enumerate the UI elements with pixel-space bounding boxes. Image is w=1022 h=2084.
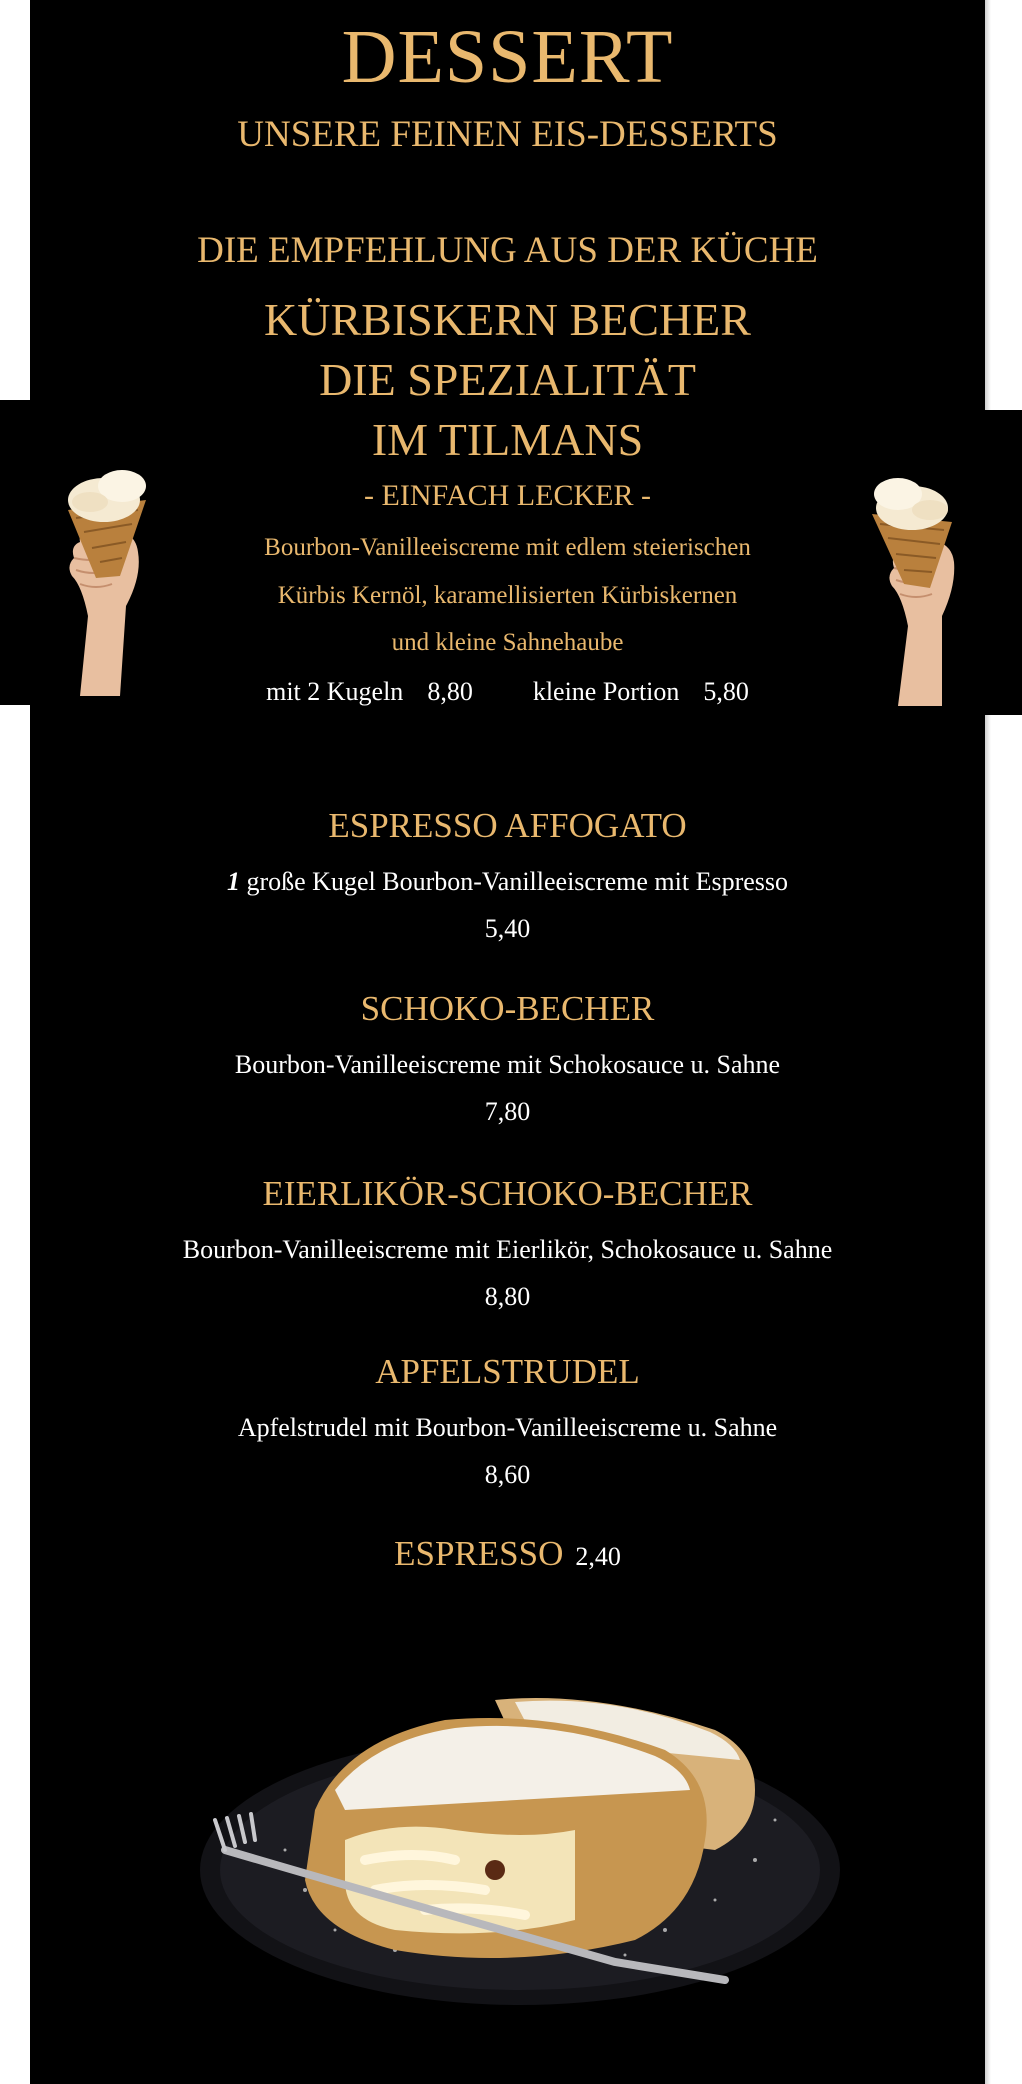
page-subtitle: UNSERE FEINEN EIS-DESSERTS xyxy=(237,114,778,155)
ice-cream-cone-right-image xyxy=(868,476,962,716)
item-price-eierlikoer-schoko-becher: 8,80 xyxy=(484,1282,531,1311)
apfelstrudel-photo xyxy=(195,1680,845,2020)
item-description-schoko-becher: Bourbon-Vanilleeiscreme mit Schokosauce u. Sahne xyxy=(234,1050,781,1079)
special-description-line2: Kürbis Kernöl, karamellisierten Kürbiskernen xyxy=(277,582,738,609)
item-name-espresso-affogato: ESPRESSO AFFOGATO xyxy=(328,806,687,845)
special-prices xyxy=(30,672,985,712)
item-description-apfelstrudel: Apfelstrudel mit Bourbon-Vanilleeiscreme u. Sahne xyxy=(237,1413,778,1442)
espresso-line xyxy=(30,1534,985,1574)
special-name-line2: DIE SPEZIALITÄT xyxy=(319,354,696,405)
page-title: DESSERT xyxy=(341,15,674,99)
recommendation-heading: DIE EMPFEHLUNG AUS DER KÜCHE xyxy=(197,230,818,271)
item-price-espresso-affogato: 5,40 xyxy=(484,914,531,943)
special-name-line1: KÜRBISKERN BECHER xyxy=(264,294,751,345)
option1-price: 8,80 xyxy=(427,677,473,706)
special-name-line3: IM TILMANS xyxy=(371,414,644,465)
ice-cream-cone-left-image xyxy=(62,466,156,706)
item-name-schoko-becher: SCHOKO-BECHER xyxy=(360,989,655,1028)
item-description-eierlikoer-schoko-becher: Bourbon-Vanilleeiscreme mit Eierlikör, Schokosauce u. Sahne xyxy=(182,1235,833,1264)
item-name-apfelstrudel: APFELSTRUDEL xyxy=(375,1352,640,1391)
option2-label: kleine Portion xyxy=(532,677,680,706)
panel-shadow xyxy=(985,0,991,2084)
special-description-line1: Bourbon-Vanilleeiscreme mit edlem steierischen xyxy=(264,534,751,561)
item-name-eierlikoer-schoko-becher: EIERLIKÖR-SCHOKO-BECHER xyxy=(262,1174,753,1213)
item-description-espresso-affogato: 1 große Kugel Bourbon-Vanilleeiscreme mit Espresso xyxy=(226,867,789,896)
item-quantity: 1 xyxy=(226,867,240,896)
item-price-schoko-becher: 7,80 xyxy=(484,1097,531,1126)
special-description-line3: und kleine Sahnehaube xyxy=(391,629,624,656)
item-name-espresso: ESPRESSO xyxy=(394,1534,564,1573)
special-tagline: - EINFACH LECKER - xyxy=(364,479,651,512)
item-price-espresso: 2,40 xyxy=(575,1542,621,1571)
option1-label: mit 2 Kugeln xyxy=(266,677,404,706)
item-price-apfelstrudel: 8,60 xyxy=(484,1460,531,1489)
option2-price: 5,80 xyxy=(703,677,749,706)
